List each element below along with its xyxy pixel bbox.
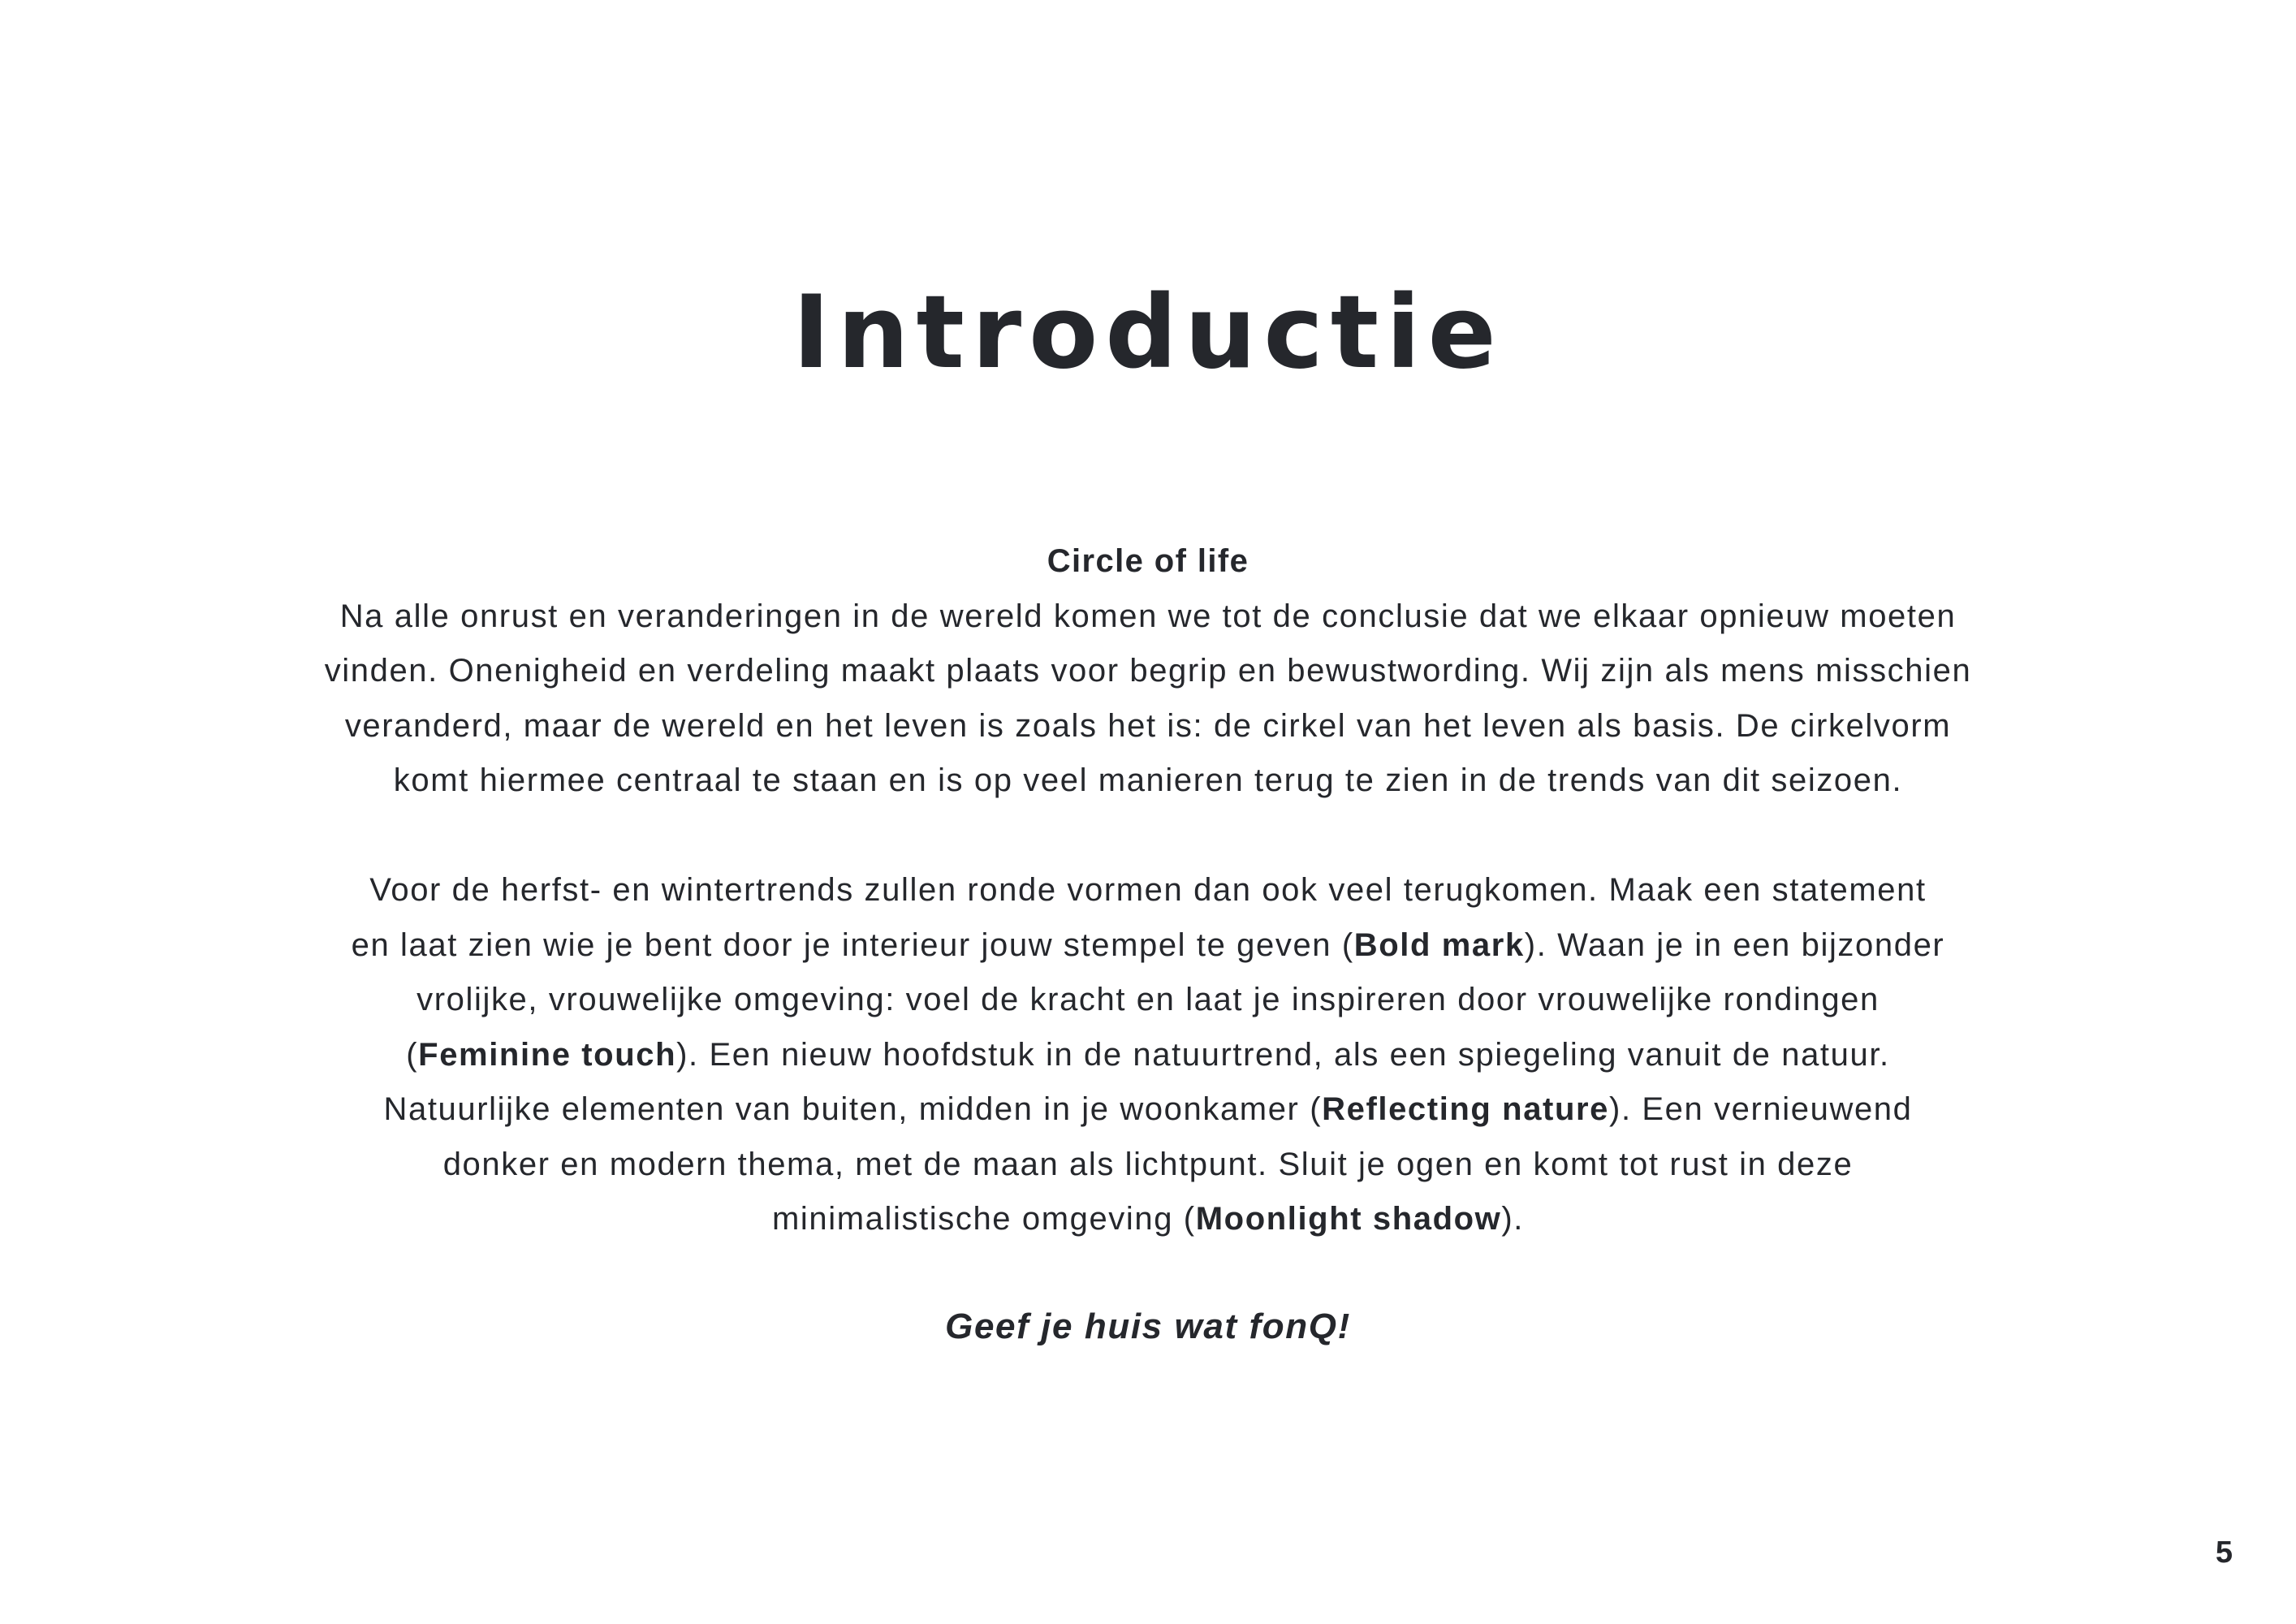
paragraph-line <box>244 1028 2052 1083</box>
section-heading: Circle of life <box>1047 543 1249 579</box>
paragraph-line: donker en modern thema, met de maan als lichtpunt. Sluit je ogen en komt tot rust in deze <box>442 1146 1854 1182</box>
trend-name-feminine-touch: Feminine touch <box>418 1036 677 1073</box>
paragraph-line: Na alle onrust en veranderingen in de wereld komen we tot de conclusie dat we elkaar opnieuw moeten <box>339 598 1957 634</box>
paragraph-line <box>244 1192 2052 1247</box>
paragraph-line <box>244 1082 2052 1138</box>
intro-paragraph-1 <box>244 590 2052 809</box>
line-text: ). Een nieuw hoofdstuk in de natuurtrend, als een spiegeling vanuit de natuur. <box>676 1036 1890 1073</box>
paragraph-line: vrolijke, vrouwelijke omgeving: voel de kracht en laat je inspireren door vrouwelijke rondingen <box>416 982 1880 1017</box>
paragraph-line <box>244 918 2052 974</box>
line-text: en laat zien wie je bent door je interieur jouw stempel te geven ( <box>351 926 1354 963</box>
paragraph-line: veranderd, maar de wereld en het leven is zoals het is: de cirkel van het leven als basis. De cirkelvorm <box>344 707 1952 744</box>
line-text: Natuurlijke elementen van buiten, midden in je woonkamer ( <box>383 1091 1323 1127</box>
line-text: minimalistische omgeving ( <box>771 1201 1196 1237</box>
line-text: ). Waan je in een bijzonder <box>1524 926 1945 963</box>
intro-content <box>244 534 2052 1354</box>
trend-name-bold-mark: Bold mark <box>1353 926 1525 963</box>
page-number: 5 <box>2215 1535 2233 1570</box>
paragraph-line: Voor de herfst- en wintertrends zullen ronde vormen dan ook veel terugkomen. Maak een statement <box>369 872 1927 908</box>
page-title: Introductie <box>792 274 1504 391</box>
intro-paragraph-2 <box>244 863 2052 1247</box>
line-text: ( <box>406 1036 419 1073</box>
tagline: Geef je huis wat fonQ! <box>945 1306 1351 1346</box>
line-text: ). Een vernieuwend <box>1609 1091 1913 1127</box>
paragraph-line: vinden. Onenigheid en verdeling maakt plaats voor begrip en bewustwording. Wij zijn als mens misschien <box>324 653 1972 689</box>
trend-name-moonlight-shadow: Moonlight shadow <box>1195 1201 1502 1237</box>
trend-name-reflecting-nature: Reflecting nature <box>1322 1091 1610 1127</box>
paragraph-line: komt hiermee centraal te staan en is op veel manieren terug te zien in de trends van dit seizoen. <box>393 762 1903 798</box>
line-text: ). <box>1501 1201 1525 1237</box>
